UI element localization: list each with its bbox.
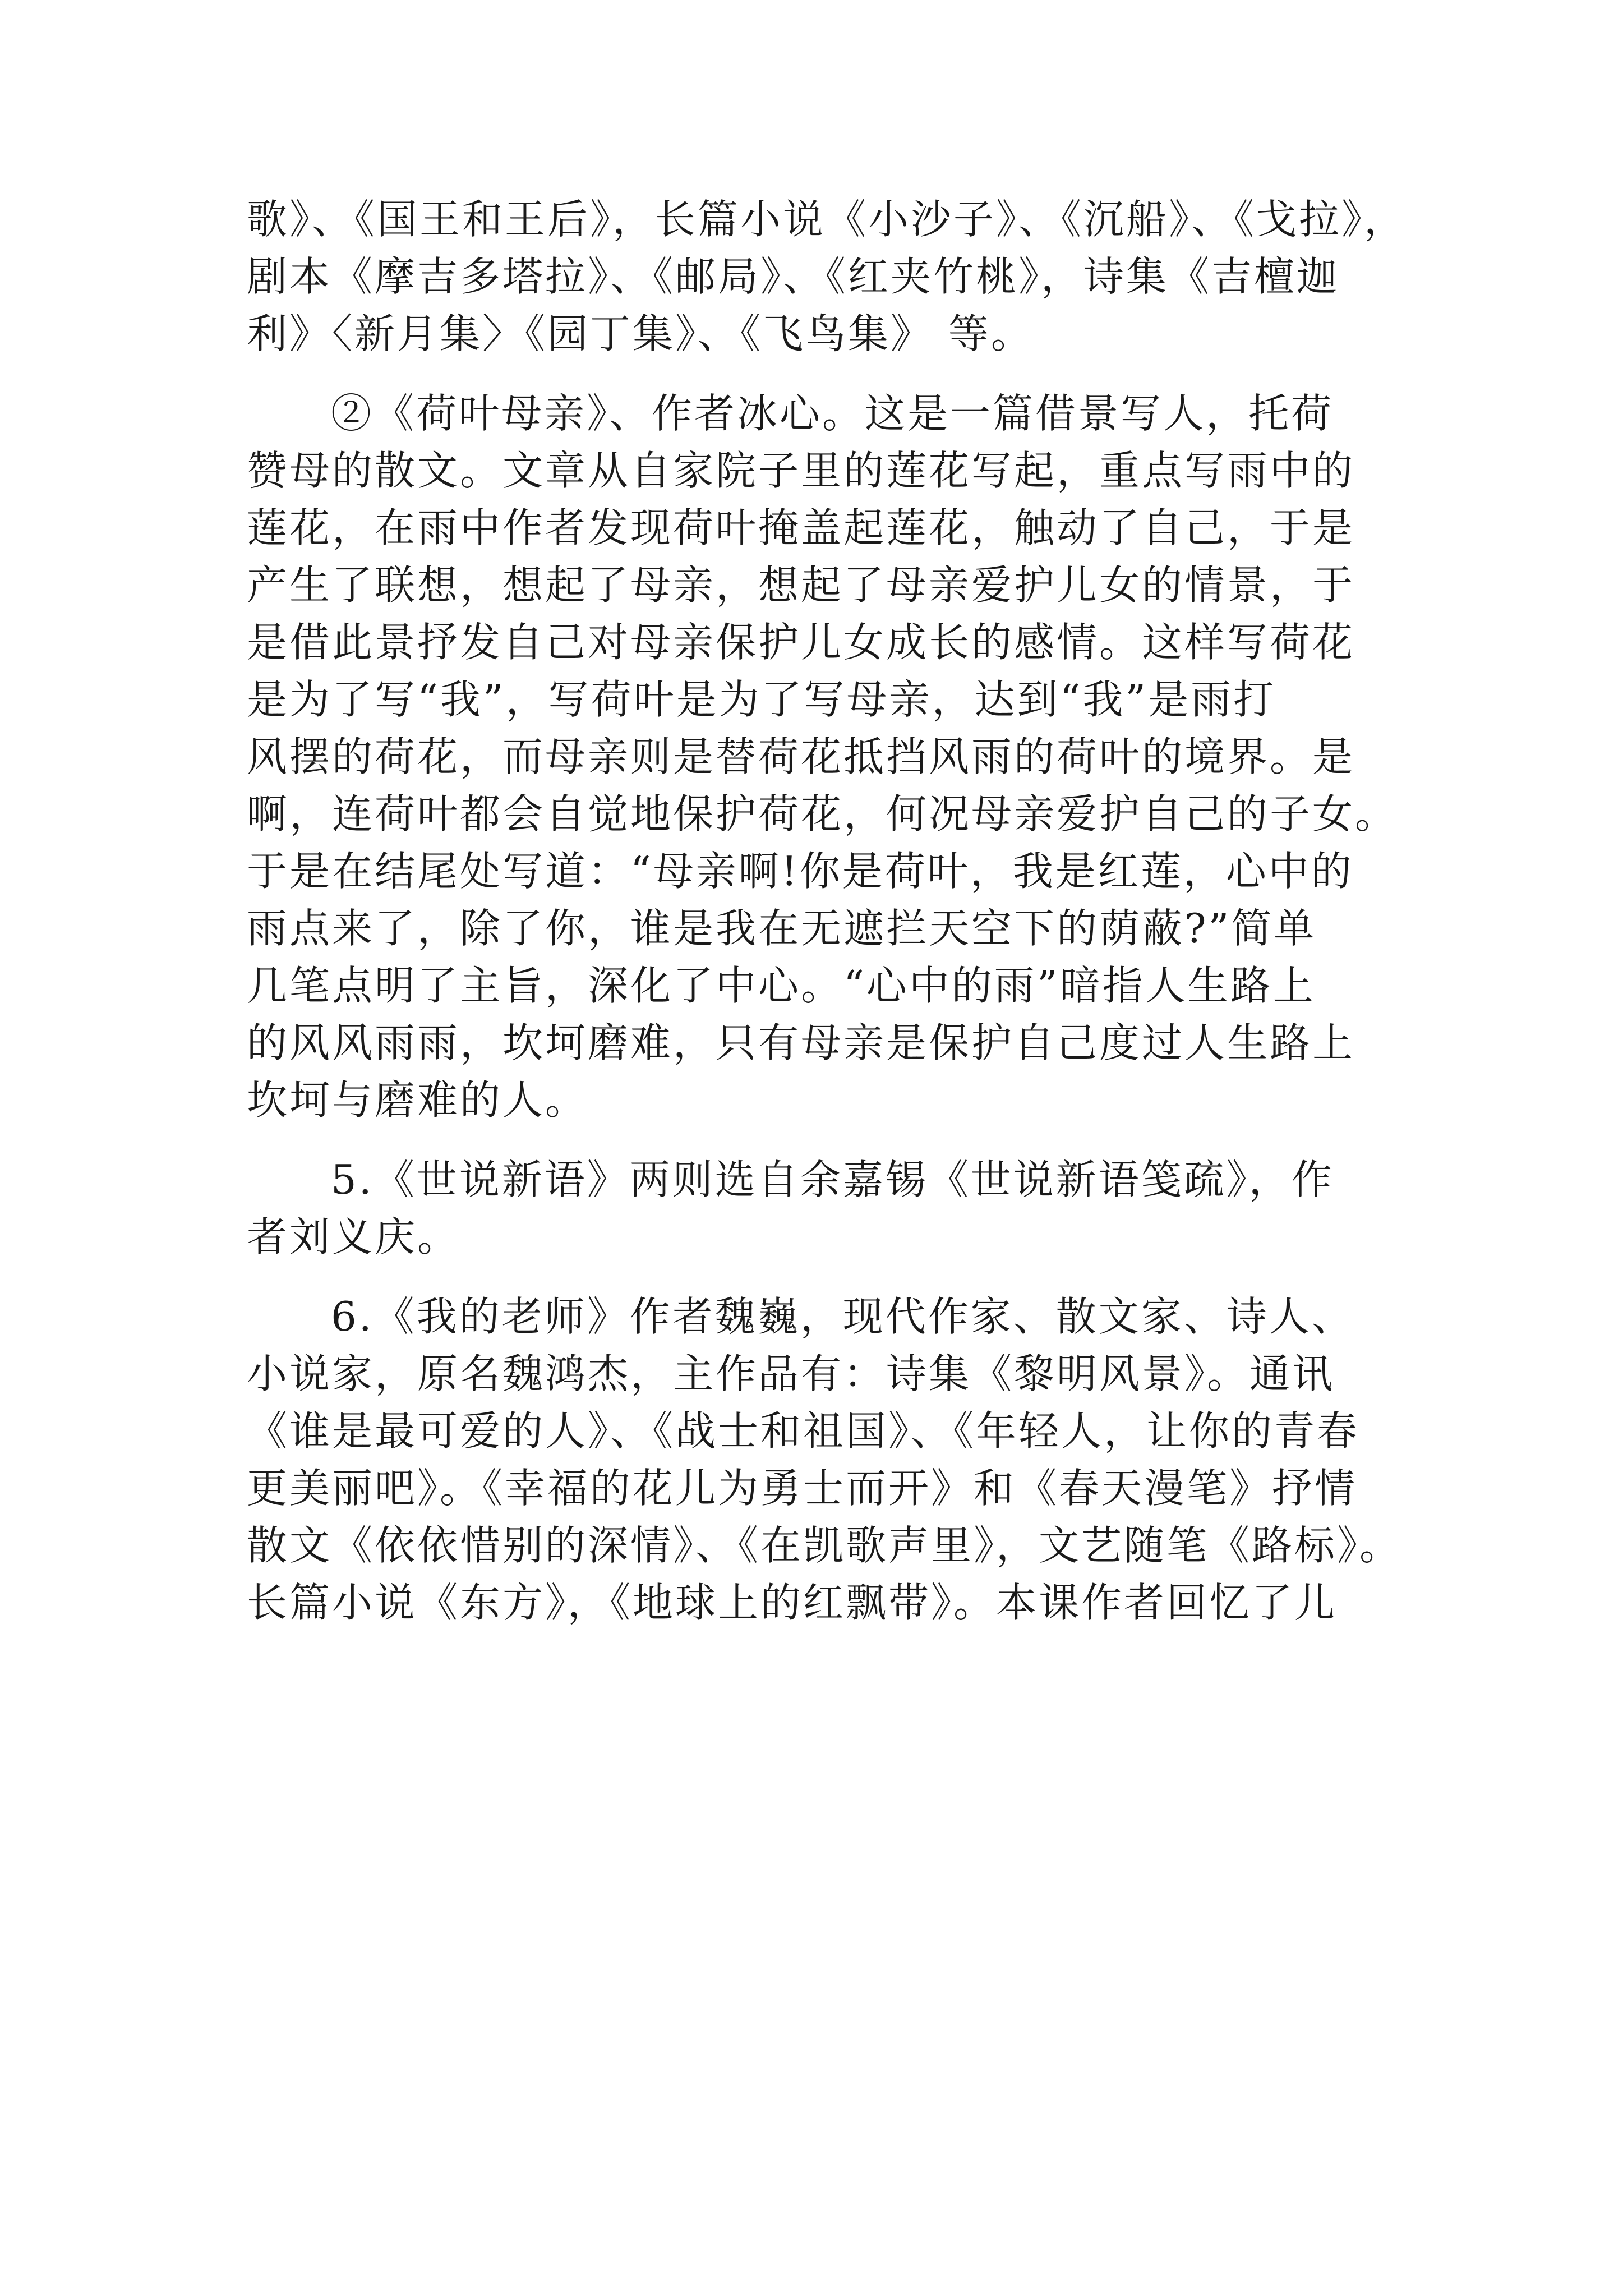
paragraph-tagore-works bbox=[247, 191, 1441, 362]
text-line: 坎坷与磨难的人。 bbox=[247, 1076, 588, 1124]
text-line: 5.《世说新语》两则选自余嘉锡《世说新语笺疏》，作 bbox=[331, 1156, 1334, 1203]
text-line: 是为了写“我”，写荷叶是为了写母亲，达到“我”是雨打 bbox=[247, 676, 1276, 723]
paragraph-lotus-mother bbox=[247, 385, 1441, 1129]
text-line: 长篇小说《东方》，《地球上的红飘带》。本课作者回忆了儿 bbox=[247, 1579, 1338, 1626]
text-line: 几笔点明了主旨，深化了中心。“心中的雨”暗指人生路上 bbox=[247, 962, 1316, 1009]
text-line: 啊，连荷叶都会自觉地保护荷花，何况母亲爱护自己的子女。 bbox=[247, 790, 1398, 838]
text-line: 利》〈新月集〉《园丁集》、《飞鸟集》 等。 bbox=[247, 310, 1034, 357]
paragraph-my-teacher bbox=[247, 1288, 1441, 1631]
text-line: 《谁是最可爱的人》、《战士和祖国》、《年轻人，让你的青春 bbox=[247, 1407, 1360, 1455]
text-line: 更美丽吧》。《幸福的花儿为勇士而开》和《春天漫笔》抒情 bbox=[247, 1465, 1358, 1512]
text-line: 歌》、《国王和王后》，长篇小说《小沙子》、《沉船》、《戈拉》， bbox=[247, 196, 1407, 243]
text-line: 风摆的荷花，而母亲则是替荷花抵挡风雨的荷叶的境界。是 bbox=[247, 733, 1355, 780]
text-line: 的风风雨雨，坎坷磨难，只有母亲是保护自己度过人生路上 bbox=[247, 1019, 1355, 1066]
text-line: 赞母的散文。文章从自家院子里的莲花写起，重点写雨中的 bbox=[247, 447, 1355, 494]
text-line: 小说家，原名魏鸿杰，主作品有：诗集《黎明风景》。通讯 bbox=[247, 1350, 1335, 1397]
text-line: 莲花，在雨中作者发现荷叶掩盖起莲花，触动了自己，于是 bbox=[247, 504, 1355, 551]
text-line: 是借此景抒发自己对母亲保护儿女成长的感情。这样写荷花 bbox=[247, 619, 1355, 666]
text-line: 雨点来了，除了你，谁是我在无遮拦天空下的荫蔽?”简单 bbox=[247, 905, 1317, 952]
text-line: 剧本《摩吉多塔拉》、《邮局》、《红夹竹桃》，诗集《吉檀迦 bbox=[247, 253, 1340, 300]
text-line: 产生了联想，想起了母亲，想起了母亲爱护儿女的情景，于 bbox=[247, 562, 1355, 609]
text-line: 6.《我的老师》作者魏巍，现代作家、散文家、诗人、 bbox=[331, 1293, 1354, 1340]
paragraph-shishuo-xinyu bbox=[247, 1151, 1441, 1266]
text-line: 于是在结尾处写道：“母亲啊!你是荷叶，我是红莲，心中的 bbox=[247, 848, 1354, 895]
body-text bbox=[247, 191, 1441, 1631]
text-line: 者刘义庆。 bbox=[247, 1213, 460, 1260]
text-line: 散文《依依惜别的深情》、《在凯歌声里》，文艺随笔《路标》。 bbox=[247, 1522, 1403, 1569]
text-line: ②《荷叶母亲》、作者冰心。这是一篇借景写人，托荷 bbox=[331, 390, 1334, 437]
